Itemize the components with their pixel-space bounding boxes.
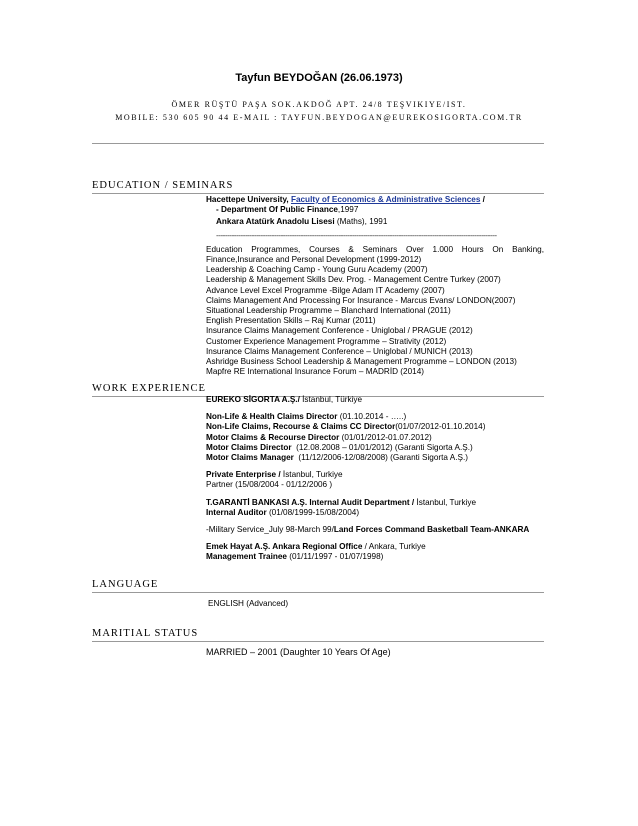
course-item: Claims Management And Processing For Insurance - Marcus Evans/ LONDON(2007) [206, 295, 516, 305]
education-content [206, 195, 544, 377]
work-content [206, 395, 544, 563]
private-role: Partner (15/08/2004 - 01/12/2006 ) [206, 480, 333, 490]
university-name: Hacettepe University, [206, 195, 289, 204]
emek-header: Emek Hayat A.Ş. Ankara Regional Office / Ankara, Turkiye [206, 542, 426, 552]
course-item: Ashridge Business School Leadership & Management Programme – LONDON (2013) [206, 357, 517, 367]
course-item: English Presentation Skills – Raj Kumar (2011) [206, 316, 376, 326]
language-value: ENGLISH (Advanced) [208, 599, 289, 608]
eureko-role: Non-Life & Health Claims Director (01.10.2014 - …..) [206, 412, 407, 422]
marital-divider [92, 641, 544, 642]
faculty-link[interactable]: Faculty of Economics & Administrative Sciences [290, 195, 481, 204]
course-item: Customer Experience Management Programme – Strativity (2012) [206, 336, 447, 346]
eureko-role: Non-Life Claims, Recourse & Claims CC Director(01/07/2012-01.10.2014) [206, 422, 486, 432]
course-item: Insurance Claims Management Conference - Uniglobal / PRAGUE (2012) [206, 326, 473, 336]
header-divider [92, 143, 544, 144]
course-item: Insurance Claims Management Conference – Uniglobal / MUNICH (2013) [206, 346, 473, 356]
course-item: Leadership & Management Skills Dev. Prog. - Management Centre Turkey (2007) [206, 275, 501, 285]
education-section-title: EDUCATION / SEMINARS [92, 180, 234, 191]
language-divider [92, 592, 544, 593]
garanti-header: T.GARANTİ BANKASI A.Ş. Internal Audit Department / İstanbul, Turkiye [206, 497, 477, 507]
education-divider [92, 193, 544, 194]
course-item: Mapfre RE International Insurance Forum – MADRİD (2014) [206, 367, 424, 377]
address-line: ÖMER RÜŞTÜ PAŞA SOK.AKDOĞ APT. 24/8 TEŞVIKIYE/IST. [171, 100, 467, 109]
military-line: -Military Service_July 98-March 99/Land Forces Command Basketball Team-ANKARA [206, 525, 530, 535]
marital-value: MARRIED – 2001 (Daughter 10 Years Of Age) [206, 647, 391, 657]
department-line: - Department Of Public Finance,1997 [216, 205, 359, 215]
contact-block [0, 98, 638, 124]
eureko-role: Motor Claims Director (12.08.2008 – 01/01/2012) (Garanti Sigorta A.Ş.) [206, 442, 473, 452]
work-section-title: WORK EXPERIENCE [92, 383, 206, 394]
course-item: Leadership & Coaching Camp - Young Guru Academy (2007) [206, 265, 428, 275]
emek-role: Management Trainee (01/11/1997 - 01/07/1998) [206, 552, 384, 562]
private-header: Private Enterprise / İstanbul, Turkiye [206, 470, 343, 480]
language-section-title: LANGUAGE [92, 579, 159, 590]
course-item: Situational Leadership Programme – Blanchard International (2011) [206, 306, 451, 316]
eureko-role: Motor Claims Manager (11/12/2006-12/08/2008) (Garanti Sigorta A.Ş.) [206, 453, 468, 463]
highschool-line: Ankara Atatürk Anadolu Lisesi (Maths), 1991 [216, 217, 388, 227]
eureko-header: EUREKO SİGORTA A.Ş./ İstanbul, Türkiye [206, 395, 363, 404]
course-list [206, 265, 544, 377]
course-item: Advance Level Excel Programme -Bilge Adam IT Academy (2007) [206, 285, 445, 295]
garanti-role: Internal Auditor (01/08/1999-15/08/2004) [206, 507, 360, 517]
university-line: Hacettepe University, Faculty of Economics & Administrative Sciences / [206, 195, 485, 204]
contact-line: MOBILE: 530 605 90 44 E-MAIL : TAYFUN.BEYDOGAN@EUREKOSIGORTA.COM.TR [115, 113, 523, 122]
eureko-role: Motor Claims & Recourse Director (01/01/2012-01.07.2012) [206, 432, 432, 442]
marital-section-title: MARITIAL STATUS [92, 628, 199, 639]
education-intro: Education Programmes, Courses & Seminars Over 1.000 Hours On Banking, Finance,Insurance and Personal Development (1999-2012) [206, 244, 544, 265]
candidate-name: Tayfun BEYDOĞAN (26.06.1973) [235, 72, 403, 84]
separator-line: ------------------------------------------------------------------------------------------------------------------------------ [216, 230, 497, 240]
